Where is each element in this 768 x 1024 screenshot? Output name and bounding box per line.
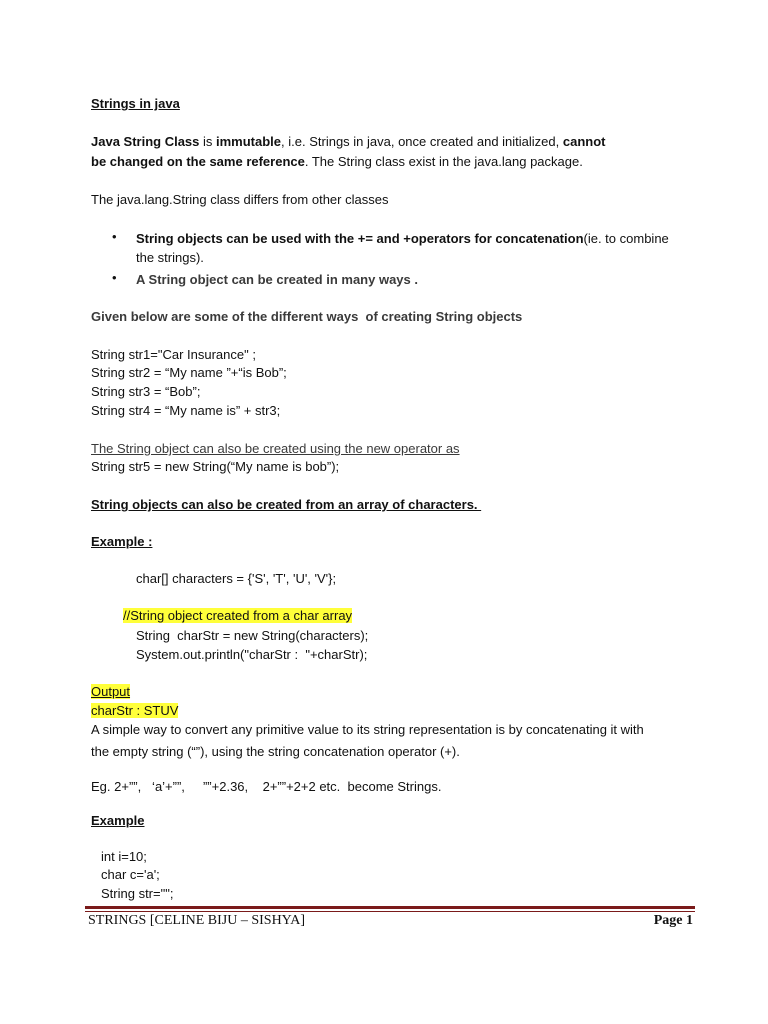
ie-text: , i.e. Strings in java, once created and initialized, [281,134,563,149]
new-operator-code: String str5 = new String(“My name is bob”); [91,459,340,474]
output-label-line [91,683,130,700]
bullet-1-line1 [136,230,669,247]
concat-line2: the empty string (“”), using the string concatenation operator (+). [91,744,460,759]
code-line: String charStr = new String(characters); [136,628,369,643]
bullet-2: A String object can be created in many ways . [136,272,418,287]
array-heading: String objects can also be created from an array of characters. [91,497,482,512]
same-reference-text: be changed on the same reference [91,154,305,169]
output-label: Output [91,684,131,699]
paragraph-immutable-line1 [91,133,605,150]
java-string-class-text: Java String Class [91,134,200,149]
footer-rule-thin [85,911,695,912]
example-2-heading: Example [91,813,145,828]
bullet-dot: • [112,270,117,285]
package-text: . The String class exist in the java.lang package. [304,154,583,169]
footer-rule [85,906,695,909]
paragraph-differs: The java.lang.String class differs from other classes [91,192,389,207]
bullet-1-rest: (ie. to combine [583,231,669,246]
document-heading: Strings in java [91,96,180,111]
code-line: String str3 = “Bob”; [91,384,201,399]
eg-line: Eg. 2+””, ‘a’+””, ””+2.36, 2+””+2+2 etc. become Strings. [91,779,442,794]
bullet-1-line2: the strings). [136,250,204,265]
immutable-text: immutable [216,134,282,149]
cannot-text: cannot [562,134,606,149]
is-text: is [199,134,217,149]
paragraph-immutable-line2 [91,153,583,170]
output-value: charStr : STUV [91,703,179,718]
new-operator-heading: The String object can also be created using the new operator as [91,441,460,456]
code-line: String str1="Car Insurance" ; [91,347,256,362]
page-number: Page 1 [653,913,693,928]
comment-highlight: //String object created from a char array [123,608,353,623]
code-line: System.out.println("charStr : "+charStr); [136,647,368,662]
code-line: int i=10; [101,849,147,864]
code-line: String str2 = “My name ”+“is Bob”; [91,365,287,380]
code-line: String str=""; [101,886,174,901]
footer-title: STRINGS [CELINE BIJU – SISHYA] [88,913,306,928]
concat-line1: A simple way to convert any primitive value to its string representation is by concatenating it with [91,722,644,737]
output-value-line [91,702,178,719]
code-line: String str4 = “My name is” + str3; [91,403,281,418]
bullet-dot: • [112,229,117,244]
bullet-1-bold: String objects can be used with the += and +operators for concatenation [136,231,584,246]
chars-code: char[] characters = {'S', 'T', 'U', 'V'}; [136,571,337,586]
code-line: char c='a'; [101,867,160,882]
given-below-text: Given below are some of the different ways of creating String objects [91,309,523,324]
comment-line [123,607,352,624]
example-1-heading: Example : [91,534,153,549]
